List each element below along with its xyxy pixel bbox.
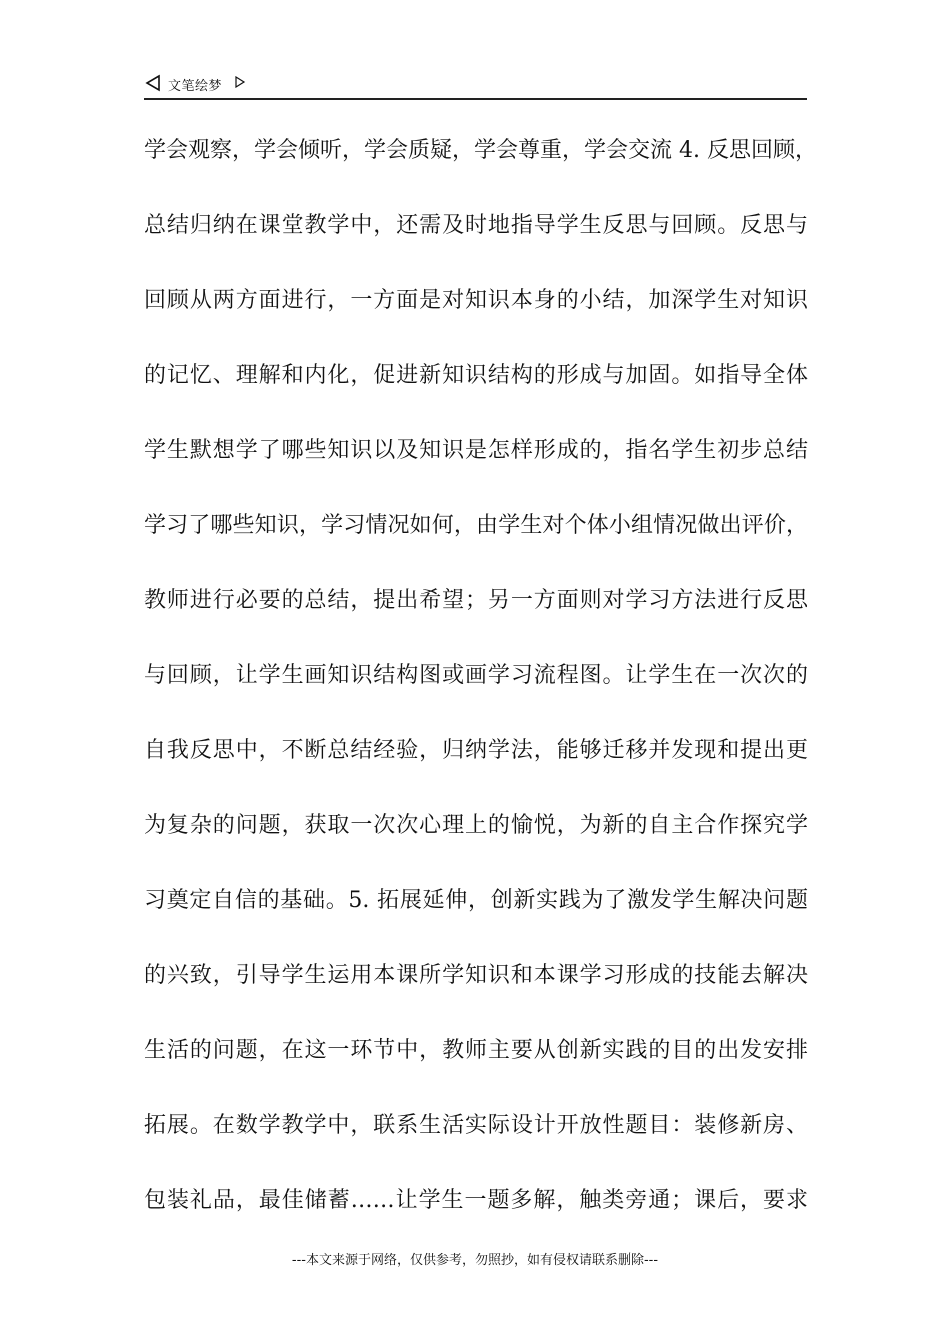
document-body — [144, 133, 817, 1258]
text-line: 与回顾，让学生画知识结构图或画学习流程图。让学生在一次次的 — [144, 663, 808, 688]
text-line: 拓展。在数学教学中，联系生活实际设计开放性题目：装修新房、 — [144, 1113, 808, 1138]
text-line: 总结归纳在课堂教学中，还需及时地指导学生反思与回顾。反思与 — [144, 213, 808, 238]
text-line: 回顾从两方面进行，一方面是对知识本身的小结，加深学生对知识 — [144, 288, 808, 313]
text-line: 的兴致，引导学生运用本课所学知识和本课学习形成的技能去解决 — [144, 963, 808, 988]
text-line: 生活的问题，在这一环节中，教师主要从创新实践的目的出发安排 — [144, 1038, 808, 1063]
text-line: 学生默想学了哪些知识以及知识是怎样形成的，指名学生初步总结 — [144, 438, 808, 463]
page-footer: ---本文来源于网络，仅供参考，勿照抄，如有侵权请联系删除--- — [291, 1253, 659, 1268]
header-brand: 文笔绘梦 — [168, 79, 223, 94]
text-line: 包装礼品，最佳储蓄……让学生一题多解，触类旁通；课后，要求 — [144, 1188, 808, 1213]
text-line: 习奠定自信的基础。5. 拓展延伸，创新实践为了激发学生解决问题 — [144, 888, 808, 913]
text-line: 自我反思中，不断总结经验，归纳学法，能够迁移并发现和提出更 — [144, 738, 808, 763]
text-line: 的记忆、理解和内化，促进新知识结构的形成与加固。如指导全体 — [144, 363, 808, 388]
text-line: 学习了哪些知识，学习情况如何，由学生对个体小组情况做出评价， — [144, 513, 808, 538]
triangle-left-icon — [144, 74, 162, 92]
text-line: 学会观察，学会倾听，学会质疑，学会尊重，学会交流 4. 反思回顾， — [144, 138, 817, 163]
text-line: 为复杂的问题，获取一次次心理上的愉悦，为新的自主合作探究学 — [144, 813, 808, 838]
page-header — [144, 72, 807, 100]
text-line: 教师进行必要的总结，提出希望；另一方面则对学习方法进行反思 — [144, 588, 808, 613]
triangle-right-icon — [234, 76, 246, 88]
